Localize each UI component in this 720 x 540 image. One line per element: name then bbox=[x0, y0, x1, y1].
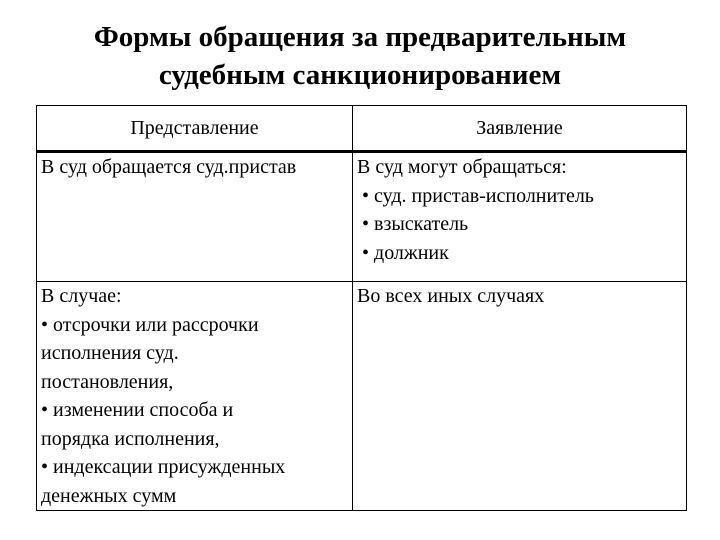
cell-line: постановления, bbox=[41, 370, 174, 393]
title-line-2: судебным санкционированием bbox=[158, 59, 562, 91]
cell-line: • индексации присужденных bbox=[41, 456, 286, 478]
list-item: • должник bbox=[357, 241, 449, 264]
cell-cases-representation bbox=[37, 282, 353, 511]
title-line-1: Формы обращения за предварительным bbox=[93, 21, 627, 53]
cell-who-application bbox=[353, 152, 687, 282]
header-cell-representation: Представление bbox=[37, 106, 353, 152]
cell-who-representation bbox=[37, 152, 353, 282]
cell-intro: В суд могут обращаться: bbox=[357, 156, 567, 178]
cell-line: исполнения суд. bbox=[41, 342, 179, 364]
cell-text: В суд обращается суд.пристав bbox=[41, 156, 297, 178]
cell-line: порядка исполнения, bbox=[41, 427, 220, 450]
header-cell-application: Заявление bbox=[353, 106, 687, 152]
cell-cases-application bbox=[353, 282, 687, 511]
cell-text: Во всех иных случаях bbox=[357, 285, 545, 307]
list-item: • суд. пристав-исполнитель bbox=[357, 184, 594, 207]
slide-title bbox=[0, 18, 720, 94]
cell-line: • изменении способа и bbox=[41, 399, 234, 421]
cell-intro: В случае: bbox=[41, 285, 122, 307]
forms-comparison-table bbox=[36, 105, 687, 511]
list-item-text: суд. пристав-исполнитель bbox=[374, 184, 594, 207]
cell-line: • отсрочки или рассрочки bbox=[41, 313, 259, 336]
list-item-text: должник bbox=[374, 241, 449, 264]
cell-line: денежных сумм bbox=[41, 484, 177, 507]
table-row bbox=[37, 152, 687, 282]
list-item: • взыскатель bbox=[357, 213, 469, 235]
list-item-text: взыскатель bbox=[374, 213, 469, 235]
table-row bbox=[37, 282, 687, 511]
table-header-row bbox=[37, 106, 687, 152]
